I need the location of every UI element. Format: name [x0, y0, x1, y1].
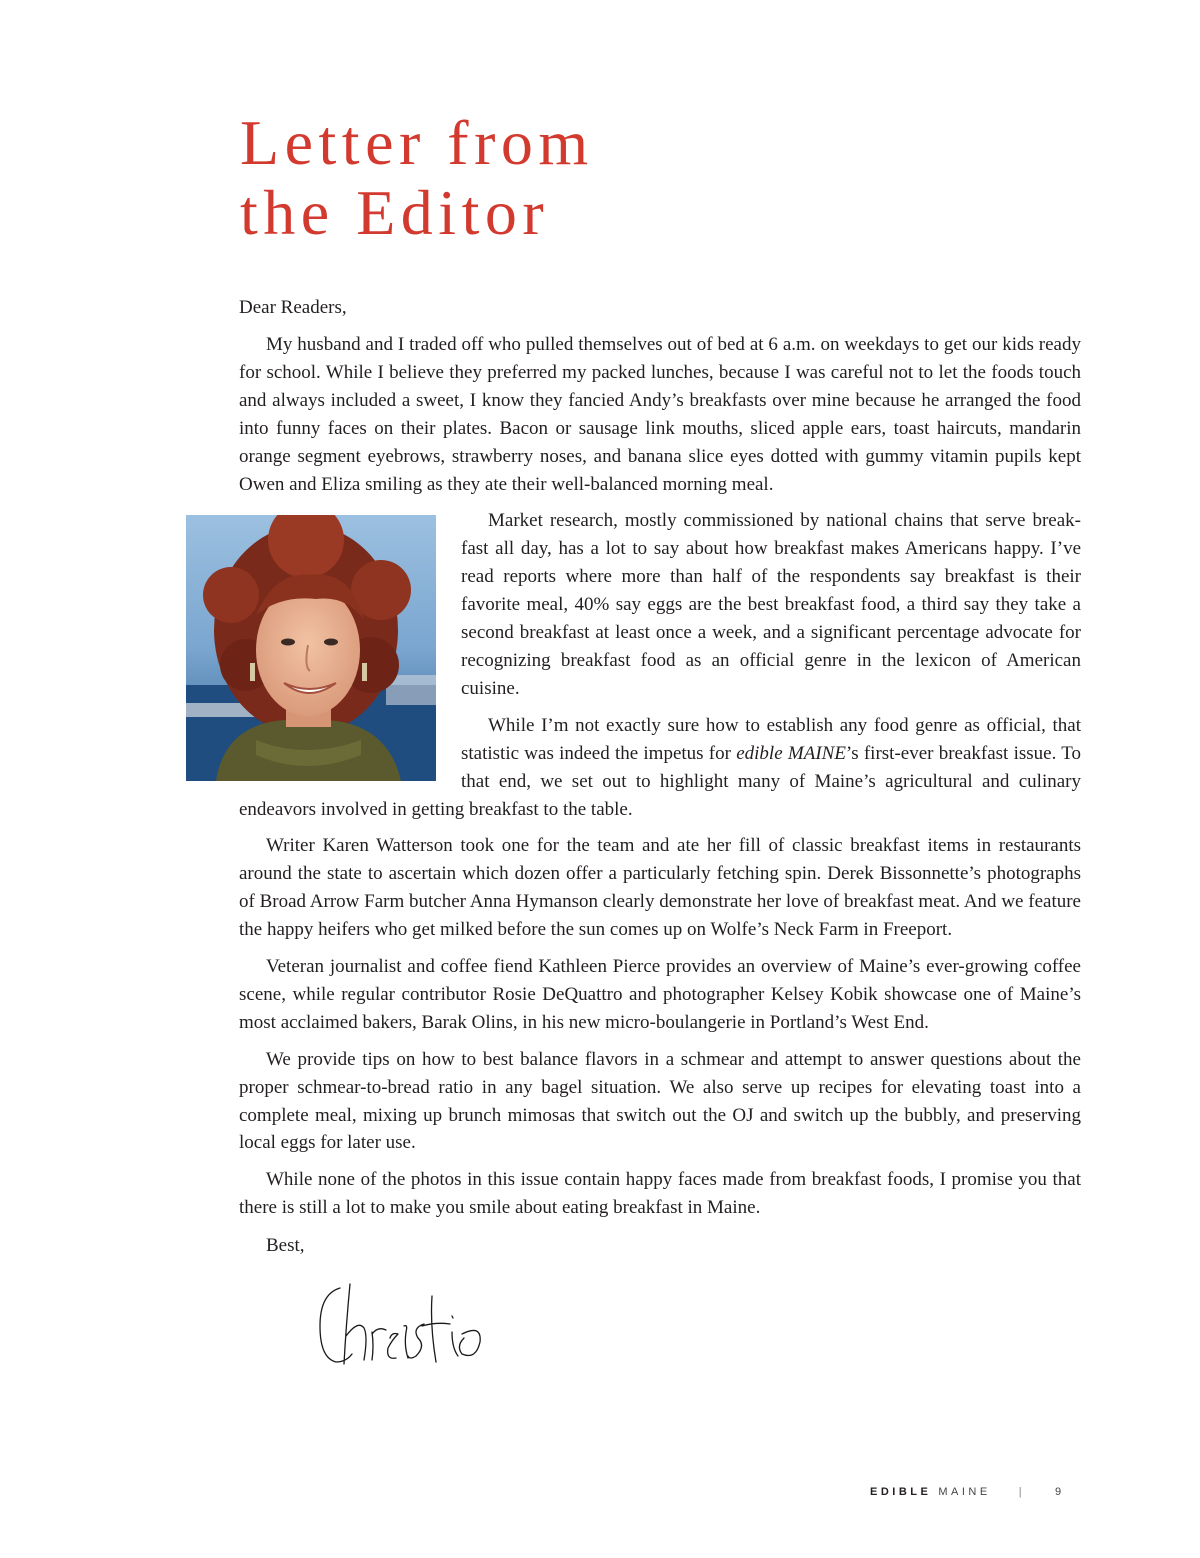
- paragraph-1: My husband and I traded off who pulled themselves out of bed at 6 a.m. on weekdays to get our kids ready for school. While I believe they preferred my packed lunches, because I was careful not to let the foods touch and always included a sweet, I know they fancied Andy’s breakfasts over mine because he arranged the food into funny faces on their plates. Bacon or sausage link mouths, sliced apple ears, toast haircuts, mandarin orange segment eyebrows, strawberry noses, and banana slice eyes dotted with gummy vitamin pupils kept Owen and Eliza smiling as they ate their well-balanced morning meal.: [239, 334, 1081, 495]
- closing: Best,: [266, 1235, 305, 1256]
- paragraph-3-text-a: While I’m not exactly sure how to establish any food genre as official, that statistic was indeed the impetus for: [461, 714, 1081, 764]
- paragraph-5: Veteran journalist and coffee fiend Kathleen Pierce provides an overview of Maine’s ever-growing coffee scene, while regular contributor Rosie DeQuattro and photographer Kelsey Kobik showcase one of Maine’s most acclaimed bakers, Barak Olins, in his new micro-boulangerie in Portland’s West End.: [239, 956, 1081, 1033]
- paragraph-7: While none of the photos in this issue contain happy faces made from breakfast foods, I promise you that there is still a lot to make you smile about eating breakfast in Maine.: [239, 1169, 1081, 1219]
- title-line-1: Letter from: [240, 107, 594, 178]
- paragraph-2: Market research, mostly commissioned by national chains that serve breakfast all day, has a lot to say about how breakfast makes Americans happy. I’ve read reports where more than half of the respondents say breakfast is their favorite meal, 40% say eggs are the best breakfast food, a third say they take a second breakfast at least once a week, and a significant percentage advocate for recognizing breakfast food as an official genre in the lexicon of American cuisine.: [461, 510, 1081, 699]
- page-title: [240, 108, 594, 248]
- paragraph-3-text-b: ’s first-ever breakfast issue. To that end, we set out to highlight many of Maine’s agricultural and culinary endeavors involved in getting breakfast to the table.: [239, 742, 1081, 820]
- page-number: 9: [1055, 1486, 1065, 1498]
- footer-separator: |: [1018, 1486, 1026, 1498]
- paragraph-4: Writer Karen Watterson took one for the team and ate her fill of classic breakfast items in restaurants around the state to ascertain which dozen offer a particularly fetching spin. Derek Bissonnette’s photographs of Broad Arrow Farm butcher Anna Hymanson clearly demonstrate her love of breakfast meat. And we feature the happy heifers who get milked before the sun comes up on Wolfe’s Neck Farm in Freeport.: [239, 835, 1081, 941]
- letter-body: [239, 331, 1081, 1231]
- footer-magazine: MAINE: [938, 1486, 991, 1498]
- title-line-2: the Editor: [240, 177, 550, 248]
- editor-portrait-photo: [186, 515, 436, 781]
- salutation: Dear Readers,: [239, 297, 347, 318]
- footer-brand: EDIBLE: [870, 1486, 932, 1498]
- page-footer: [870, 1484, 1065, 1500]
- magazine-title-italic: edible MAINE: [736, 742, 846, 764]
- paragraph-6: We provide tips on how to best balance flavors in a schmear and attempt to answer questions about the proper schmear-to-bread ratio in any bagel situation. We also serve up recipes for elevating toast into a complete meal, mixing up brunch mimosas that switch out the OJ and switch up the bubbly, and preserving local eggs for later use.: [239, 1048, 1081, 1154]
- portrait-illustration: [186, 515, 436, 781]
- editor-signature: [312, 1276, 484, 1368]
